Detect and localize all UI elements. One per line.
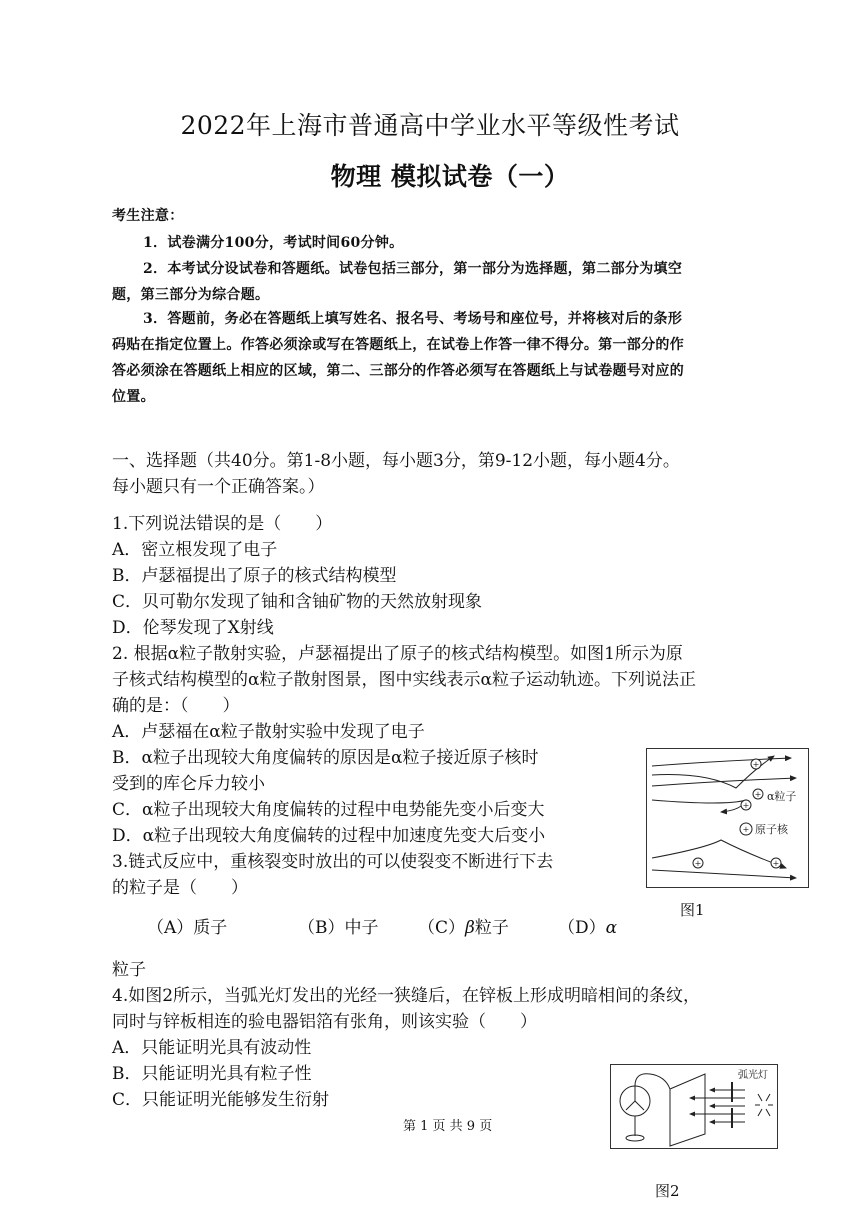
- nucleus-plus: +: [772, 859, 780, 868]
- figure-2-photoelectric-diagram: [610, 1064, 778, 1149]
- figure-2-caption: 图2: [655, 1182, 680, 1200]
- exam-title: 2022年上海市普通高中学业水平等级性考试: [180, 111, 680, 140]
- q3-option-d: （D）α: [558, 918, 618, 938]
- exam-subtitle: 物理 模拟试卷（一）: [330, 162, 570, 191]
- q3-stem-line-2: 的粒子是（ ）: [112, 878, 248, 898]
- notice-item-3-line-1: 3．答题前，务必在答题纸上填写姓名、报名号、考场号和座位号，并将核对后的条形: [143, 311, 683, 327]
- notice-heading: 考生注意：: [112, 208, 184, 224]
- q1-option-d: D．伦琴发现了X射线: [112, 618, 274, 638]
- q2-option-a: A．卢瑟福在α粒子散射实验中发现了电子: [112, 722, 425, 742]
- q3-option-a: （A）质子: [147, 918, 228, 938]
- q2-stem-line-3: 确的是：（ ）: [112, 696, 240, 716]
- notice-item-2-line-2: 题，第三部分为综合题。: [112, 287, 270, 303]
- q3-option-b: （B）中子: [298, 918, 379, 938]
- label-nucleus: 原子核: [755, 823, 788, 836]
- q2-option-b-line-2: 受到的库仑斥力较小: [112, 774, 265, 794]
- figure-1-scattering-diagram: [646, 748, 809, 888]
- nucleus-plus: +: [742, 825, 750, 834]
- notice-item-3-line-2: 码贴在指定位置上。作答必须涂或写在答题纸上，在试卷上作答一律不得分。第一部分的作: [112, 337, 684, 353]
- q4-option-b: B．只能证明光具有粒子性: [112, 1064, 312, 1084]
- q4-stem-line-1: 4.如图2所示，当弧光灯发出的光经一狭缝后，在锌板上形成明暗相间的条纹，: [112, 986, 701, 1006]
- section-1-heading-line-2: 每小题只有一个正确答案。）: [112, 477, 325, 497]
- q3-option-d-wrap: 粒子: [112, 960, 146, 980]
- q4-stem-line-2: 同时与锌板相连的验电器铝箔有张角，则该实验（ ）: [112, 1012, 537, 1032]
- q3-stem-line-1: 3.链式反应中，重核裂变时放出的可以使裂变不断进行下去: [112, 852, 554, 872]
- notice-item-1: 1．试卷满分100分，考试时间60分钟。: [143, 235, 404, 251]
- notice-item-3-line-4: 位置。: [112, 389, 155, 405]
- q1-option-c: C．贝可勒尔发现了铀和含铀矿物的天然放射现象: [112, 592, 483, 612]
- figure-1-caption: 图1: [680, 901, 705, 919]
- q2-option-c: C．α粒子出现较大角度偏转的过程中电势能先变小后变大: [112, 800, 545, 820]
- label-arc-lamp: 弧光灯: [738, 1070, 768, 1081]
- q4-option-c: C．只能证明光能够发生衍射: [112, 1090, 330, 1110]
- nucleus-plus: +: [754, 790, 762, 799]
- q2-stem-line-1: 2. 根据α粒子散射实验，卢瑟福提出了原子的核式结构模型。如图1所示为原: [112, 644, 683, 664]
- nucleus-plus: +: [752, 760, 760, 769]
- label-alpha-particle: α粒子: [767, 790, 797, 803]
- notice-item-2-line-1: 2．本考试分设试卷和答题纸。试卷包括三部分，第一部分为选择题，第二部分为填空: [143, 261, 683, 277]
- q1-stem: 1.下列说法错误的是（ ）: [112, 514, 333, 534]
- q3-option-c: （C）β粒子: [418, 918, 509, 938]
- q1-option-b: B．卢瑟福提出了原子的核式结构模型: [112, 566, 397, 586]
- nucleus-plus: +: [742, 801, 750, 810]
- page-footer: 第 1 页 共 9 页: [403, 1119, 493, 1134]
- q4-option-a: A．只能证明光具有波动性: [112, 1038, 312, 1058]
- section-1-heading-line-1: 一、选择题（共40分。第1-8小题，每小题3分，第9-12小题，每小题4分。: [112, 451, 680, 471]
- nucleus-plus: +: [694, 859, 702, 868]
- q2-option-d: D．α粒子出现较大角度偏转的过程中加速度先变大后变小: [112, 826, 546, 846]
- figure-1-frame: [647, 749, 809, 888]
- q2-option-b-line-1: B．α粒子出现较大角度偏转的原因是α粒子接近原子核时: [112, 748, 539, 768]
- q2-stem-line-2: 子核式结构模型的α粒子散射图景，图中实线表示α粒子运动轨迹。下列说法正: [112, 670, 696, 690]
- q1-option-a: A．密立根发现了电子: [112, 540, 278, 560]
- notice-item-3-line-3: 答必须涂在答题纸上相应的区域，第二、三部分的作答必须写在答题纸上与试卷题号对应的: [112, 363, 684, 379]
